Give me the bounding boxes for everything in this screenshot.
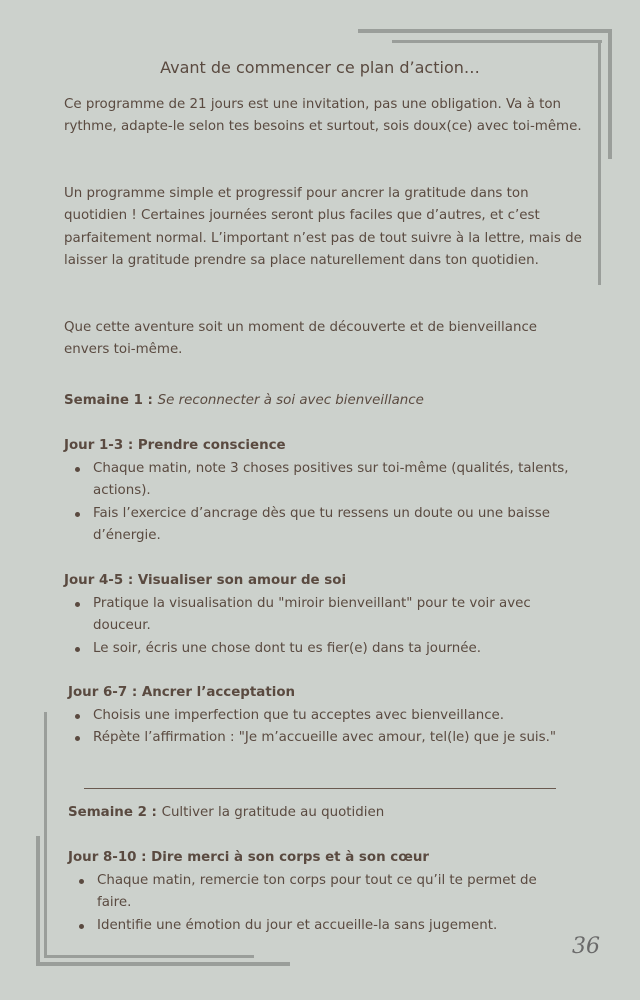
week2-subtitle: Cultiver la gratitude au quotidien <box>161 805 385 820</box>
list-item: Identifie une émotion du jour et accueille-la sans jugement. <box>68 915 568 937</box>
list-item: Fais l’exercice d’ancrage dès que tu ressens un doute ou une baisse d’énergie. <box>64 503 584 548</box>
frame-line-top-inner <box>392 40 602 43</box>
intro-paragraph-2: Un programme simple et progressif pour ancrer la gratitude dans ton quotidien ! Certaines journées seront plus faciles que d’autres, et c’est parfaitement normal. L’important n’est pas de tout suivre à la lettre, mais de laisser la gratitude prendre sa place naturellement dans ton quotidien. <box>64 186 582 269</box>
intro-paragraph-1: Ce programme de 21 jours est une invitation, pas une obligation. Va à ton rythme, adapte-le selon tes besoins et surtout, sois doux(ce) avec toi-même. <box>64 97 582 135</box>
week2-heading <box>68 802 384 824</box>
day-6-7-heading: Jour 6-7 : Ancrer l’acceptation <box>68 685 296 700</box>
day-4-5-heading: Jour 4-5 : Visualiser son amour de soi <box>64 573 347 588</box>
list-item: Le soir, écris une chose dont tu es fier(e) dans ta journée. <box>64 638 584 660</box>
week2-label: Semaine 2 : <box>68 805 157 820</box>
list-item: Répète l’affirmation : "Je m’accueille avec amour, tel(le) que je suis." <box>64 727 564 749</box>
day-1-3-heading: Jour 1-3 : Prendre conscience <box>64 438 286 453</box>
list-item: Chaque matin, note 3 choses positives sur toi-même (qualités, talents, actions). <box>64 458 584 503</box>
page-title: Avant de commencer ce plan d’action… <box>160 58 480 77</box>
day-8-10-heading: Jour 8-10 : Dire merci à son corps et à son cœur <box>68 850 430 865</box>
list-item: Pratique la visualisation du "miroir bienveillant" pour te voir avec douceur. <box>64 593 584 638</box>
frame-line-bottom-inner <box>44 955 254 958</box>
frame-line-right-outer <box>608 29 612 159</box>
week1-heading <box>64 390 424 412</box>
frame-line-left-inner <box>44 712 47 958</box>
frame-line-bottom-outer <box>36 962 290 966</box>
intro-paragraph-3: Que cette aventure soit un moment de découverte et de bienveillance envers toi-même. <box>64 320 538 358</box>
week1-label: Semaine 1 : <box>64 393 153 408</box>
list-item: Choisis une imperfection que tu acceptes avec bienveillance. <box>64 705 564 727</box>
page-number: 36 <box>572 934 600 959</box>
frame-line-top-outer <box>358 29 612 33</box>
section-divider <box>84 788 556 789</box>
list-item: Chaque matin, remercie ton corps pour tout ce qu’il te permet de faire. <box>68 870 568 915</box>
frame-line-left-outer <box>36 836 40 966</box>
day-1-3-list <box>64 458 584 548</box>
day-4-5-list <box>64 593 584 660</box>
day-8-10-list <box>68 870 568 937</box>
day-6-7-list <box>64 705 564 750</box>
week1-subtitle: Se reconnecter à soi avec bienveillance <box>157 393 424 408</box>
